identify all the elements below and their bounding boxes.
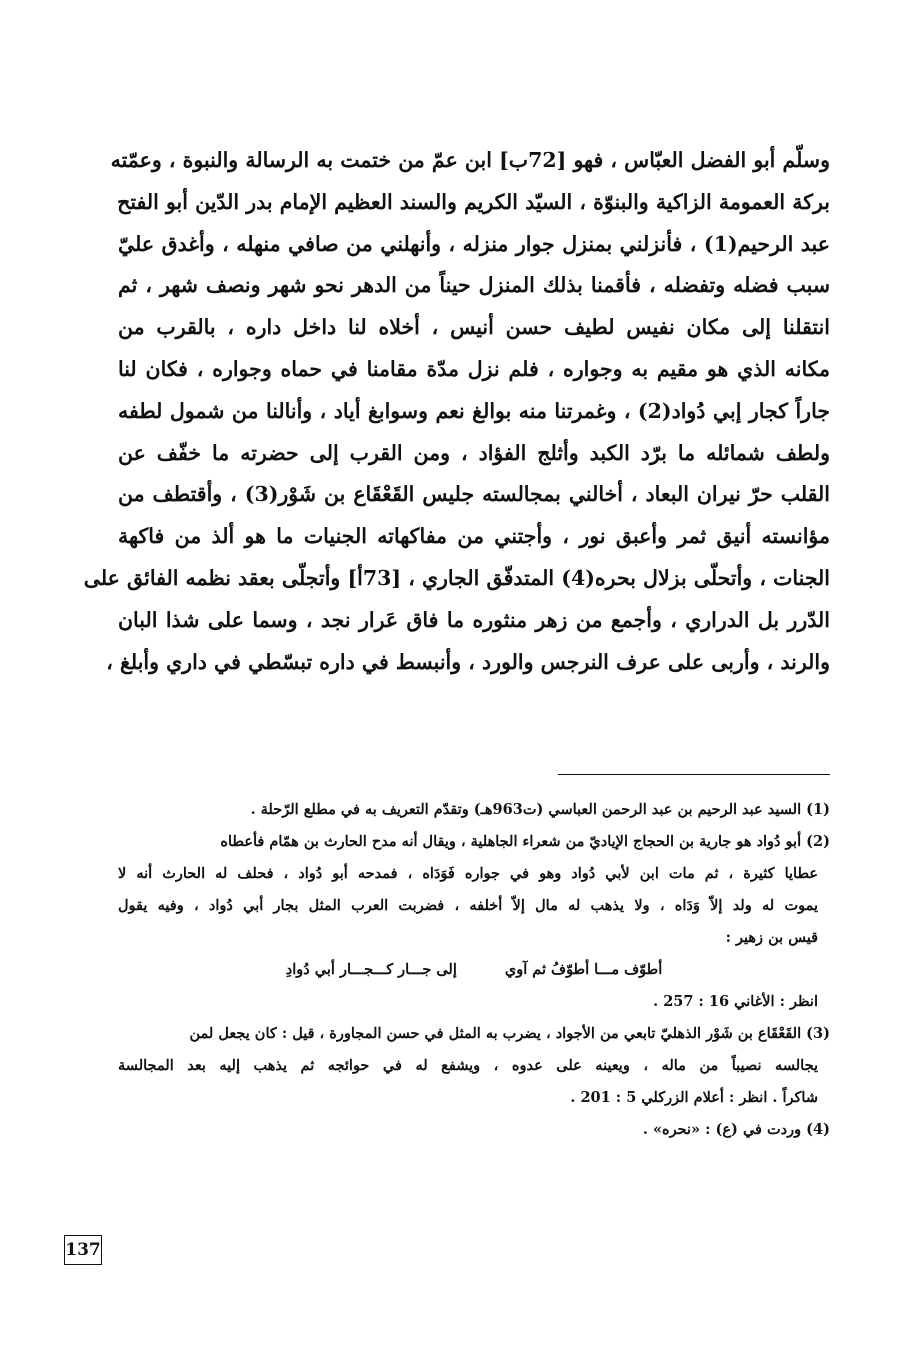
text-line: القلب حرّ نيران البعاد ، أخالني بمجالسته جليس القَعْقَاع بن شَوْر(3) ، وأقتطف من (118, 482, 830, 507)
text-line: جاراً كجار إبي دُواد(2) ، وغمرتنا منه بوالغ نعم وسوابغ أياد ، وأنالنا من شمول لطفه (118, 398, 830, 423)
verse-second-hemistich: إلى جـــار كـــجـــار أبي دُوادِ (285, 961, 457, 978)
footnotes-block (118, 794, 830, 1146)
verse-first-hemistich: أطوّف مـــا أطوّفُ ثم آوي (504, 961, 663, 978)
text-line: بركة العمومة الزاكية والبنوّة ، السيّد الكريم والسند العظيم الإمام بدر الدّين أبو الفتح (117, 189, 830, 214)
text-line: الدّرر بل الدراري ، وأجمع من زهر منثوره ما فاق عَرار نجد ، وسما على شذا البان (118, 607, 830, 632)
text-line: الجنات ، وأتحلّى بزلال بحره(4) المتدفّق الجاري ، [73أ] وأتجلّى بعقد نظمه الفائق على (83, 565, 830, 590)
verse-line (118, 954, 830, 986)
footnote-3-continuation: شاكراً . انظر : أعلام الزركلي 5 : 201 . (570, 1089, 818, 1106)
footnote-2-reference: انظر : الأغاني 16 : 257 . (653, 993, 818, 1010)
text-line: والرند ، وأربى على عرف النرجس والورد ، وأنبسط في داره تبسّطي في داري وأبلغ ، (106, 649, 830, 674)
footnote-3-continuation: يجالسه نصيباً من ماله ، ويعينه على عدوه ، ويشفع له في حوائجه ثم يذهب إليه بعد المجالسة (118, 1057, 818, 1074)
text-line: وسلّم أبو الفضل العبّاس ، فهو [72ب] ابن عمّ من ختمت به الرسالة والنبوة ، وعمّته (110, 148, 830, 172)
footnote-2-continuation: عطايا كثيرة ، ثم مات ابن لأبي دُواد وهو في جواره فَوَدَاه ، فمدحه أبو دُواد ، فحلف له الحارث أنه لا (118, 865, 818, 882)
footnote-separator (558, 774, 830, 775)
text-line: مكانه الذي هو مقيم به وجواره ، فلم نزل مدّة مقامنا في حماه وجواره ، فكان لنا (118, 356, 830, 381)
footnote-2-continuation: قيس بن زهير : (725, 929, 818, 946)
footnote-2: (2) أبو دُواد هو جارية بن الحجاج الإياديّ من شعراء الجاهلية ، ويقال أنه مدح الحارث بن همّام فأعطاه (220, 833, 830, 850)
footnote-2-continuation: يموت له ولد إلاّ وَدَاه ، ولا يذهب له مال إلاّ أخلفه ، فضربت العرب المثل بجار أبي دُواد ، وفيه يقول (118, 897, 818, 914)
footnote-1: (1) السيد عبد الرحيم بن عبد الرحمن العباسي (ت963هـ) وتقدّم التعريف به في مطلع الرّحلة . (250, 801, 830, 818)
main-text-block (83, 140, 830, 683)
page-number: 137 (64, 1235, 102, 1265)
text-line: انتقلنا إلى مكان نفيس لطيف حسن أنيس ، أخلاه لنا داخل داره ، بالقرب من (118, 315, 830, 340)
text-line: ولطف شمائله ما برّد الكبد وأثلج الفؤاد ، ومن القرب إلى حضرته ما خفّف عن (118, 440, 830, 465)
text-line: سبب فضله وتفضله ، فأقمنا بذلك المنزل حيناً من الدهر نحو شهر ونصف شهر ، ثم (118, 273, 830, 298)
footnote-4: (4) وردت في (ع) : «نحره» . (642, 1121, 830, 1138)
text-line: عبد الرحيم(1) ، فأنزلني بمنزل جوار منزله ، وأنهلني من صافي منهله ، وأغدق عليّ (118, 231, 830, 256)
text-line: مؤانسته أنيق ثمر وأعبق نور ، وأجتني من مفاكهاته الجنيات ما هو ألذ من فاكهة (118, 524, 830, 549)
footnote-3: (3) القَعْقَاع بن شَوْر الذهليّ تابعي من الأجواد ، يضرب به المثل في حسن المجاورة ، قيل : كان يجعل لمن (189, 1025, 830, 1042)
